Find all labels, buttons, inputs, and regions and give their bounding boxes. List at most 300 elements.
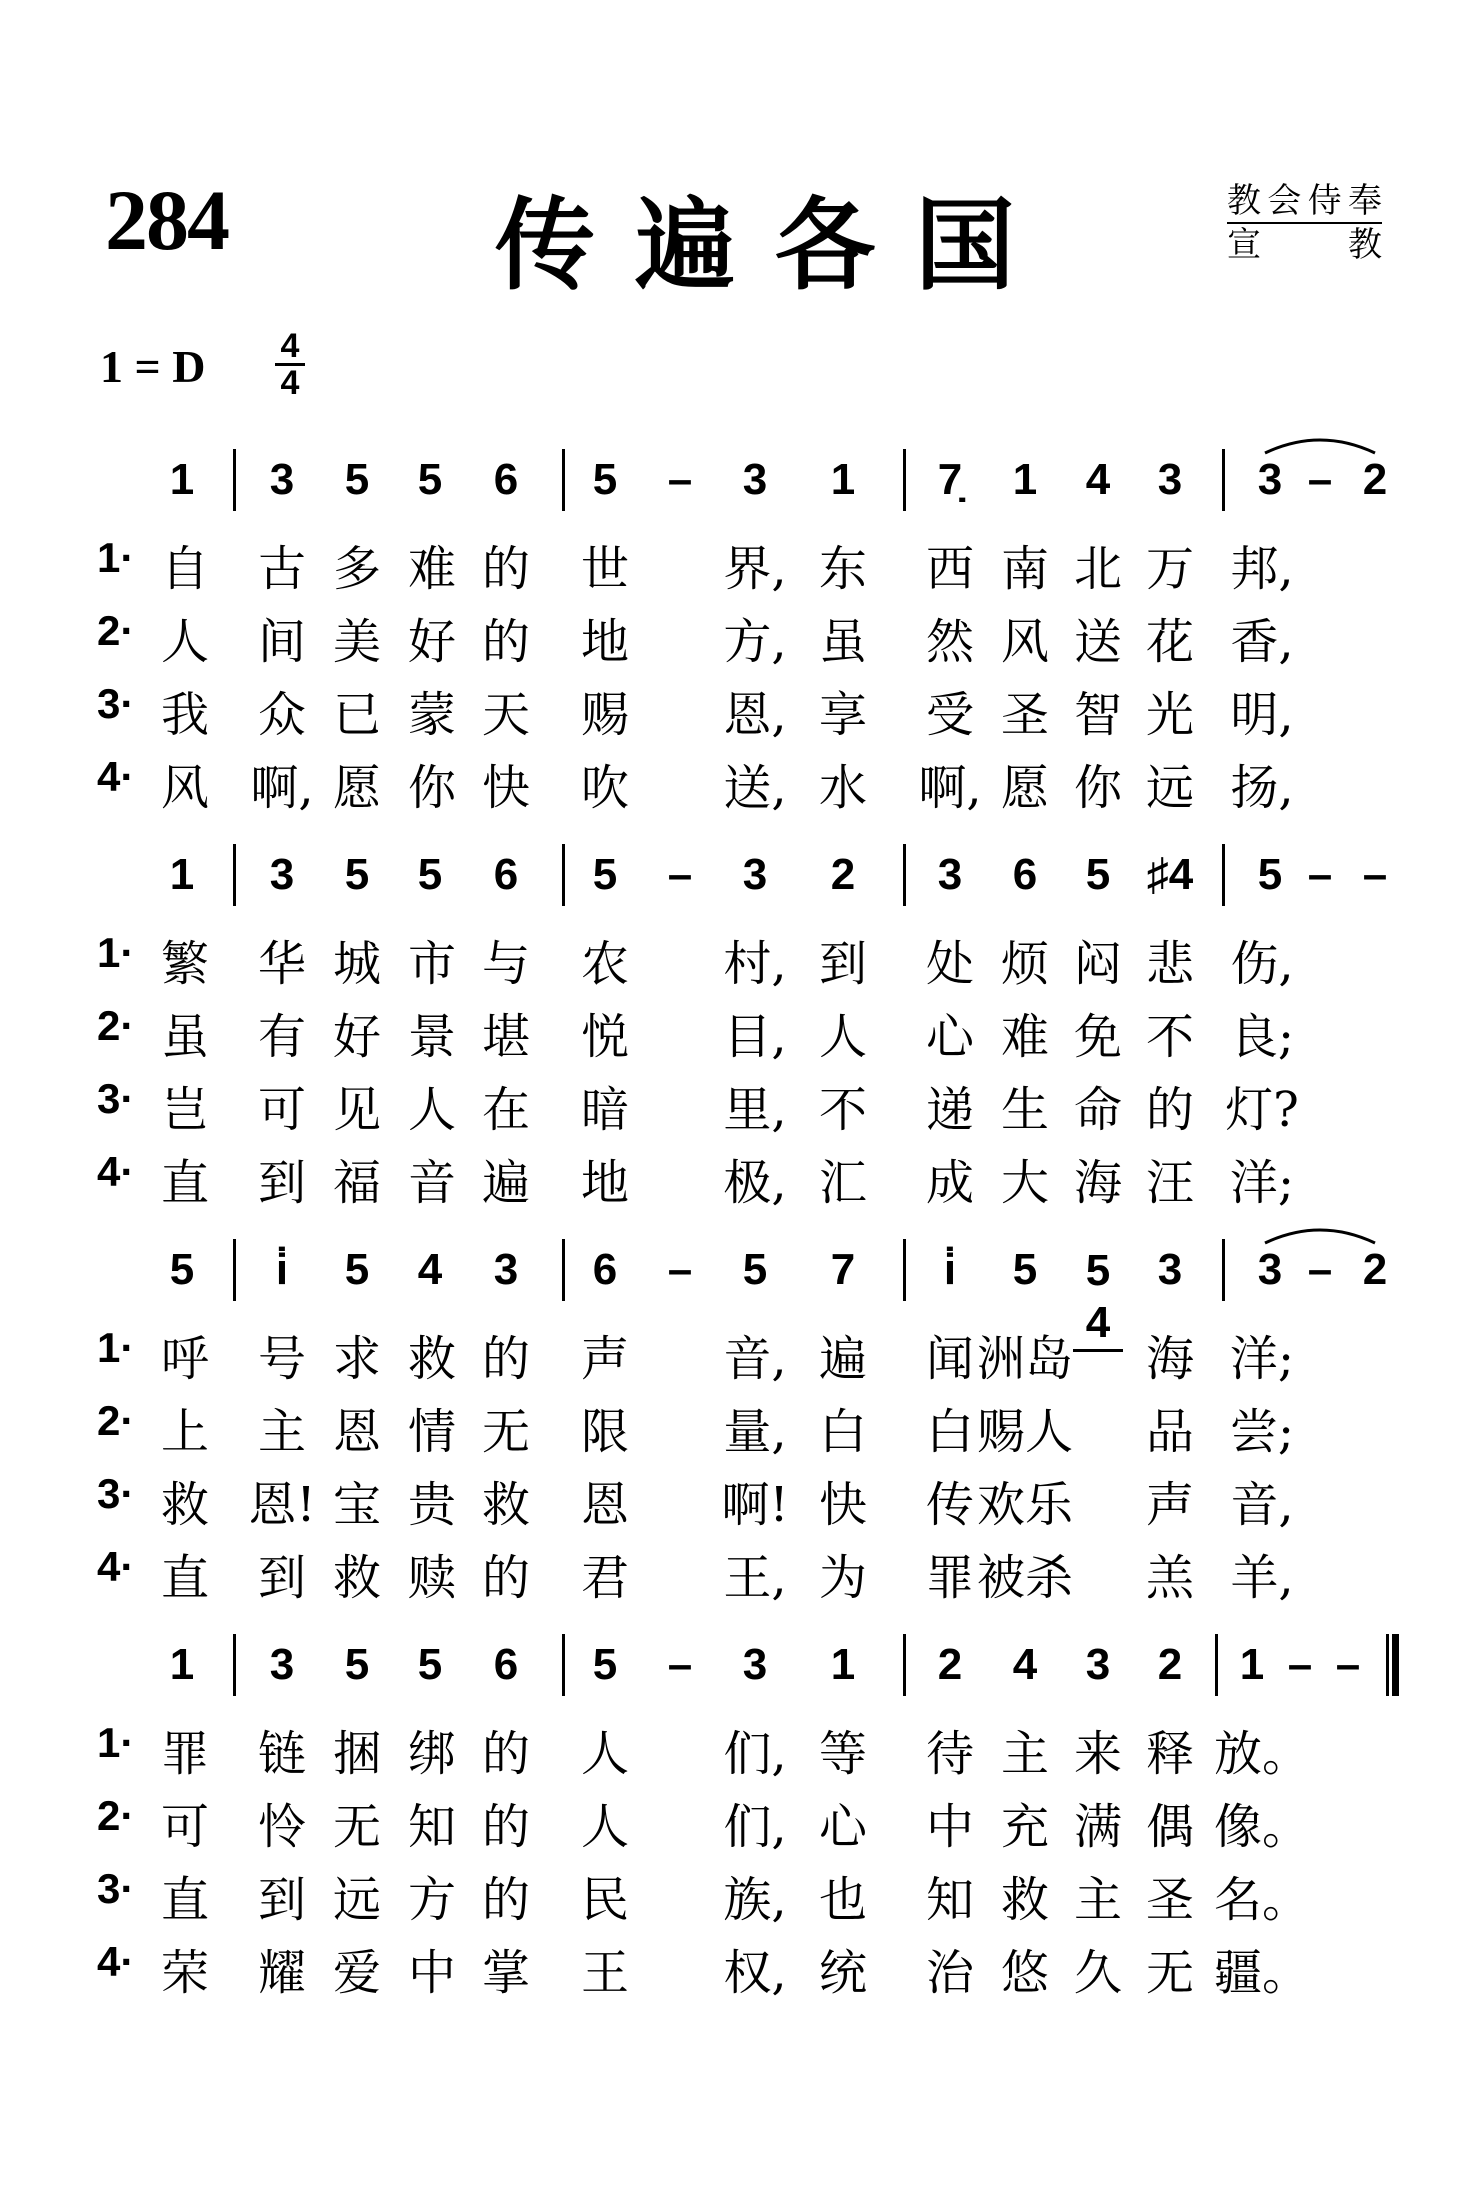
note: 3 xyxy=(1257,455,1283,504)
lyric: 送, xyxy=(723,760,787,816)
note: 2 xyxy=(1362,1245,1388,1294)
time-signature-top: 4 xyxy=(280,327,300,365)
bar-line xyxy=(233,1634,236,1696)
hymn-title: 传遍各国 xyxy=(495,186,1055,304)
lyric: 知 xyxy=(407,1799,456,1855)
lyric: 被杀 xyxy=(976,1550,1073,1606)
lyric: 像。 xyxy=(1213,1799,1310,1855)
note: 2 xyxy=(1157,1640,1183,1689)
lyric: 难 xyxy=(407,541,456,597)
note: 5 xyxy=(1085,850,1111,899)
note: 1 xyxy=(1012,455,1038,504)
note-dash: – xyxy=(1307,1245,1333,1294)
lyric: 音 xyxy=(407,1155,456,1211)
lyric: 知 xyxy=(925,1872,974,1928)
lyric: 风 xyxy=(1000,614,1049,670)
lyric: 虽 xyxy=(160,1009,209,1065)
note: 5 xyxy=(169,1245,195,1294)
lyric: 无 xyxy=(1145,1945,1194,2001)
lyric: 直 xyxy=(160,1550,209,1606)
lyric: 吹 xyxy=(580,760,629,816)
note: 5 xyxy=(344,850,370,899)
lyric: 等 xyxy=(818,1726,867,1782)
note: ♯4 xyxy=(1146,850,1194,899)
lyric: 君 xyxy=(580,1550,629,1606)
lyric: 天 xyxy=(481,687,530,743)
lyric: 羊, xyxy=(1230,1550,1294,1606)
lyric: 悠 xyxy=(1000,1945,1049,2001)
lyric: 然 xyxy=(925,614,974,670)
lyric: 众 xyxy=(257,687,306,743)
lyric: 直 xyxy=(160,1155,209,1211)
note-dash: – xyxy=(1307,455,1333,504)
lyric: 捆 xyxy=(332,1726,381,1782)
lyric: 释 xyxy=(1145,1726,1194,1782)
time-signature xyxy=(275,327,305,402)
final-bar-thin xyxy=(1386,1634,1389,1696)
lyric: 白 xyxy=(925,1404,974,1460)
lyric: 洋; xyxy=(1229,1155,1295,1211)
lyric: 不 xyxy=(1145,1009,1194,1065)
bar-line xyxy=(903,1239,906,1301)
lyric: 上 xyxy=(160,1404,209,1460)
lyric: 在 xyxy=(481,1082,530,1138)
lyric: 们, xyxy=(723,1726,787,1782)
lyric: 快 xyxy=(481,760,530,816)
note: 5 xyxy=(1257,850,1283,899)
lyric: 难 xyxy=(1000,1009,1049,1065)
lyric: 罪 xyxy=(160,1726,209,1782)
lyric: 扬, xyxy=(1230,760,1294,816)
lyric: 福 xyxy=(332,1155,381,1211)
lyric: 限 xyxy=(580,1404,629,1460)
lyric: 遍 xyxy=(481,1155,530,1211)
lyric: 为 xyxy=(818,1550,867,1606)
lyric: 白 xyxy=(818,1404,867,1460)
verse-number: 2· xyxy=(97,1397,135,1444)
note: 3 xyxy=(742,1640,768,1689)
lyric: 音, xyxy=(1230,1477,1294,1533)
lyric: 农 xyxy=(580,936,629,992)
lyric: 的 xyxy=(481,614,530,670)
bar-line xyxy=(233,1239,236,1301)
lyric: 的 xyxy=(481,541,530,597)
note: 1 xyxy=(169,850,195,899)
lyric: 古 xyxy=(257,541,306,597)
lyric: 无 xyxy=(332,1799,381,1855)
note: 6 xyxy=(493,1640,519,1689)
lyric: 救 xyxy=(481,1477,530,1533)
lyric: 的 xyxy=(481,1799,530,1855)
lyric: 的 xyxy=(481,1726,530,1782)
note: 5 xyxy=(592,850,618,899)
verse-number: 4· xyxy=(97,753,135,800)
lyric: 到 xyxy=(257,1155,306,1211)
lyric: 水 xyxy=(818,760,867,816)
lyric: 处 xyxy=(925,936,974,992)
verse-number: 3· xyxy=(97,680,135,727)
lyric: 悦 xyxy=(580,1009,629,1065)
bar-line xyxy=(562,1239,565,1301)
lyric: 量, xyxy=(723,1404,787,1460)
lyric: 岂 xyxy=(160,1082,209,1138)
lyric: 声 xyxy=(580,1331,629,1387)
note: i̇ xyxy=(943,1245,957,1294)
lyric: 链 xyxy=(257,1726,306,1782)
lyric: 免 xyxy=(1073,1009,1122,1065)
lyric: 快 xyxy=(818,1477,867,1533)
note: 6 xyxy=(592,1245,618,1294)
lyric: 救 xyxy=(1000,1872,1049,1928)
lyric: 悲 xyxy=(1145,936,1194,992)
lyric: 万 xyxy=(1145,541,1194,597)
lyric: 到 xyxy=(257,1550,306,1606)
bar-line xyxy=(903,1634,906,1696)
lyric: 掌 xyxy=(481,1945,530,2001)
lyric: 方 xyxy=(407,1872,456,1928)
bar-line xyxy=(562,449,565,511)
lyric: 洋; xyxy=(1229,1331,1295,1387)
lyric: 命 xyxy=(1073,1082,1122,1138)
lyric: 海 xyxy=(1073,1155,1122,1211)
lyric: 圣 xyxy=(1000,687,1049,743)
lyric: 啊, xyxy=(918,760,982,816)
verse-number: 3· xyxy=(97,1865,135,1912)
note-dash: – xyxy=(667,1640,693,1689)
note-dash: – xyxy=(667,1245,693,1294)
lyric: 耀 xyxy=(257,1945,306,2001)
lyric: 尝; xyxy=(1229,1404,1295,1460)
lyric: 受 xyxy=(925,687,974,743)
note: 3 xyxy=(1085,1640,1111,1689)
lyric: 呼 xyxy=(160,1331,209,1387)
lyric: 洲岛 xyxy=(976,1331,1073,1387)
lyric: 求 xyxy=(332,1331,381,1387)
lyric: 明, xyxy=(1230,687,1294,743)
lyric: 中 xyxy=(407,1945,456,2001)
note: 1 xyxy=(830,455,856,504)
bar-line xyxy=(1222,844,1225,906)
lyric: 村, xyxy=(723,936,787,992)
note: 3 xyxy=(1157,455,1183,504)
lyric: 邦, xyxy=(1230,541,1294,597)
lyric: 伤, xyxy=(1230,936,1294,992)
lyric: 赐 xyxy=(580,687,629,743)
lyric: 大 xyxy=(1000,1155,1049,1211)
lyric: 愿 xyxy=(332,760,381,816)
lyric: 间 xyxy=(257,614,306,670)
lyric: 权, xyxy=(723,1945,787,2001)
lyric: 烦 xyxy=(1000,936,1049,992)
verse-number: 3· xyxy=(97,1470,135,1517)
lyric: 荣 xyxy=(160,1945,209,2001)
lyric: 海 xyxy=(1145,1331,1194,1387)
note-dash: – xyxy=(667,455,693,504)
lyric: 极, xyxy=(723,1155,787,1211)
lyric: 声 xyxy=(1145,1477,1194,1533)
lyric: 虽 xyxy=(818,614,867,670)
lyric: 闷 xyxy=(1073,936,1122,992)
lyric: 方, xyxy=(723,614,787,670)
verse-number: 4· xyxy=(97,1543,135,1590)
lyric: 恩, xyxy=(723,687,787,743)
note: 6 xyxy=(1012,850,1038,899)
lyric: 人 xyxy=(160,614,209,670)
lyric: 放。 xyxy=(1213,1726,1310,1782)
lyric: 来 xyxy=(1073,1726,1122,1782)
lyric: 你 xyxy=(407,760,456,816)
note: 5 xyxy=(344,1245,370,1294)
lyric: 无 xyxy=(481,1404,530,1460)
lyric: 暗 xyxy=(580,1082,629,1138)
lyric: 的 xyxy=(481,1872,530,1928)
lyric: 递 xyxy=(925,1082,974,1138)
note: 3 xyxy=(269,1640,295,1689)
note: 3 xyxy=(269,455,295,504)
lyric: 多 xyxy=(332,541,381,597)
lyric: 北 xyxy=(1073,541,1122,597)
note: 3 xyxy=(742,455,768,504)
note: 3 xyxy=(269,850,295,899)
note: 1 xyxy=(169,455,195,504)
lyric: 我 xyxy=(160,687,209,743)
note: 2 xyxy=(830,850,856,899)
lyric: 久 xyxy=(1073,1945,1122,2001)
lyric: 羔 xyxy=(1145,1550,1194,1606)
time-signature-bottom: 4 xyxy=(280,364,300,402)
key-signature: 1 = D xyxy=(100,341,206,392)
note: 5 xyxy=(417,455,443,504)
lyric: 成 xyxy=(925,1155,974,1211)
lyric: 中 xyxy=(925,1799,974,1855)
verse-number: 4· xyxy=(97,1938,135,1985)
note: 4 xyxy=(1085,455,1111,504)
lyric: 疆。 xyxy=(1213,1945,1310,2001)
lyric: 见 xyxy=(332,1082,381,1138)
bar-line xyxy=(903,449,906,511)
note: i̇ xyxy=(275,1245,289,1294)
lyric: 南 xyxy=(1000,541,1049,597)
lyric: 待 xyxy=(925,1726,974,1782)
lyric: 民 xyxy=(580,1872,629,1928)
lyric: 灯? xyxy=(1225,1082,1299,1138)
lyric: 市 xyxy=(407,936,456,992)
lyric: 与 xyxy=(481,936,530,992)
note: 2 xyxy=(937,1640,963,1689)
lyric: 远 xyxy=(332,1872,381,1928)
lyric: 主 xyxy=(1000,1726,1049,1782)
bar-line xyxy=(562,844,565,906)
lyric: 传 xyxy=(925,1477,974,1533)
lyric: 人 xyxy=(407,1082,456,1138)
lyric: 人 xyxy=(818,1009,867,1065)
lyric: 城 xyxy=(332,936,381,992)
lyric: 充 xyxy=(1000,1799,1049,1855)
verse-number: 1· xyxy=(97,1324,135,1371)
verse-number: 1· xyxy=(97,534,135,581)
note: 5 xyxy=(417,850,443,899)
note: 5 xyxy=(592,455,618,504)
lyric: 送 xyxy=(1073,614,1122,670)
bar-line xyxy=(903,844,906,906)
note: 1 xyxy=(830,1640,856,1689)
note: 7̣ xyxy=(937,455,963,504)
slur xyxy=(1260,427,1380,457)
lyric: 界, xyxy=(723,541,787,597)
lyric: 赐人 xyxy=(976,1404,1073,1460)
verse-number: 1· xyxy=(97,1719,135,1766)
lyric: 爱 xyxy=(332,1945,381,2001)
lyric: 可 xyxy=(160,1799,209,1855)
lyric: 绑 xyxy=(407,1726,456,1782)
lyric: 遍 xyxy=(818,1331,867,1387)
note-dash: – xyxy=(1362,850,1388,899)
lyric: 统 xyxy=(818,1945,867,2001)
lyric: 赎 xyxy=(407,1550,456,1606)
note: 6 xyxy=(493,850,519,899)
lyric: 号 xyxy=(257,1331,306,1387)
lyric: 宝 xyxy=(332,1477,381,1533)
note: 1 xyxy=(169,1640,195,1689)
note: 5 xyxy=(417,1640,443,1689)
lyric: 恩 xyxy=(332,1404,381,1460)
lyric: 光 xyxy=(1145,687,1194,743)
lyric: 贵 xyxy=(407,1477,456,1533)
lyric: 治 xyxy=(925,1945,974,2001)
lyric: 恩 xyxy=(580,1477,629,1533)
note: 5 xyxy=(344,455,370,504)
lyric: 不 xyxy=(818,1082,867,1138)
lyric: 圣 xyxy=(1145,1872,1194,1928)
lyric: 景 xyxy=(407,1009,456,1065)
lyric: 情 xyxy=(407,1404,456,1460)
verse-number: 2· xyxy=(97,607,135,654)
lyric: 救 xyxy=(160,1477,209,1533)
lyric: 罪 xyxy=(925,1550,974,1606)
lyric: 蒙 xyxy=(407,687,456,743)
verse-number: 2· xyxy=(97,1002,135,1049)
note: 6 xyxy=(493,455,519,504)
lyric: 可 xyxy=(257,1082,306,1138)
note: 5 xyxy=(1012,1245,1038,1294)
lyric: 心 xyxy=(818,1799,867,1855)
lyric: 救 xyxy=(332,1550,381,1606)
lyric: 汪 xyxy=(1145,1155,1194,1211)
note: 5 4 xyxy=(1073,1245,1123,1352)
lyric: 满 xyxy=(1073,1799,1122,1855)
lyric: 风 xyxy=(160,760,209,816)
lyric: 啊, xyxy=(250,760,314,816)
note: 7 xyxy=(830,1245,856,1294)
lyric: 的 xyxy=(481,1331,530,1387)
bar-line xyxy=(562,1634,565,1696)
bar-line xyxy=(233,449,236,511)
lyric: 自 xyxy=(160,541,209,597)
lyric: 也 xyxy=(818,1872,867,1928)
lyric: 啊! xyxy=(721,1477,789,1533)
note: 5 xyxy=(742,1245,768,1294)
lyric: 已 xyxy=(332,687,381,743)
bar-line xyxy=(1222,1239,1225,1301)
lyric: 有 xyxy=(257,1009,306,1065)
lyric: 品 xyxy=(1145,1404,1194,1460)
bar-line xyxy=(233,844,236,906)
lyric: 欢乐 xyxy=(976,1477,1073,1533)
lyric: 汇 xyxy=(818,1155,867,1211)
lyric: 你 xyxy=(1073,760,1122,816)
lyric: 救 xyxy=(407,1331,456,1387)
lyric: 西 xyxy=(925,541,974,597)
lyric: 堪 xyxy=(481,1009,530,1065)
note: 3 xyxy=(1257,1245,1283,1294)
lyric: 智 xyxy=(1073,687,1122,743)
note: 4 xyxy=(417,1245,443,1294)
lyric: 里, xyxy=(723,1082,787,1138)
note-dash: – xyxy=(1335,1640,1361,1689)
note: 5 xyxy=(344,1640,370,1689)
lyric: 生 xyxy=(1000,1082,1049,1138)
lyric: 到 xyxy=(257,1872,306,1928)
verse-number: 3· xyxy=(97,1075,135,1122)
verse-number: 2· xyxy=(97,1792,135,1839)
lyric: 好 xyxy=(332,1009,381,1065)
lyric: 美 xyxy=(332,614,381,670)
lyric: 主 xyxy=(257,1404,306,1460)
lyric: 直 xyxy=(160,1872,209,1928)
lyric: 名。 xyxy=(1213,1872,1310,1928)
lyric: 好 xyxy=(407,614,456,670)
lyric: 繁 xyxy=(160,936,209,992)
credit-line-1: 教会侍奉 xyxy=(1227,181,1382,221)
lyric: 族, xyxy=(723,1872,787,1928)
lyric: 主 xyxy=(1073,1872,1122,1928)
lyric: 人 xyxy=(580,1799,629,1855)
final-bar-thick xyxy=(1392,1634,1399,1696)
lyric: 地 xyxy=(580,614,629,670)
lyric: 华 xyxy=(257,936,306,992)
lyric: 世 xyxy=(580,541,629,597)
lyric: 到 xyxy=(818,936,867,992)
lyric: 的 xyxy=(481,1550,530,1606)
note: 2 xyxy=(1362,455,1388,504)
lyric: 远 xyxy=(1145,760,1194,816)
lyric: 闻 xyxy=(925,1331,974,1387)
bar-line xyxy=(1222,449,1225,511)
lyric: 目, xyxy=(723,1009,787,1065)
lyric: 的 xyxy=(1145,1082,1194,1138)
lyric: 东 xyxy=(818,541,867,597)
lyric: 人 xyxy=(580,1726,629,1782)
note-dash: – xyxy=(1307,850,1333,899)
verse-number: 4· xyxy=(97,1148,135,1195)
lyric: 们, xyxy=(723,1799,787,1855)
note-dash: – xyxy=(667,850,693,899)
credit-line-2: 宣 教 xyxy=(1227,225,1382,265)
bar-line xyxy=(1215,1634,1218,1696)
verse-number: 1· xyxy=(97,929,135,976)
lyric: 心 xyxy=(925,1009,974,1065)
note: 3 xyxy=(937,850,963,899)
lyric: 音, xyxy=(723,1331,787,1387)
note: 3 xyxy=(742,850,768,899)
note: 5 xyxy=(592,1640,618,1689)
note: 1 xyxy=(1239,1640,1265,1689)
lyric: 偶 xyxy=(1145,1799,1194,1855)
hymn-number: 284 xyxy=(105,172,228,268)
note: 4 xyxy=(1012,1640,1038,1689)
lyric: 花 xyxy=(1145,614,1194,670)
slur xyxy=(1260,1217,1380,1247)
